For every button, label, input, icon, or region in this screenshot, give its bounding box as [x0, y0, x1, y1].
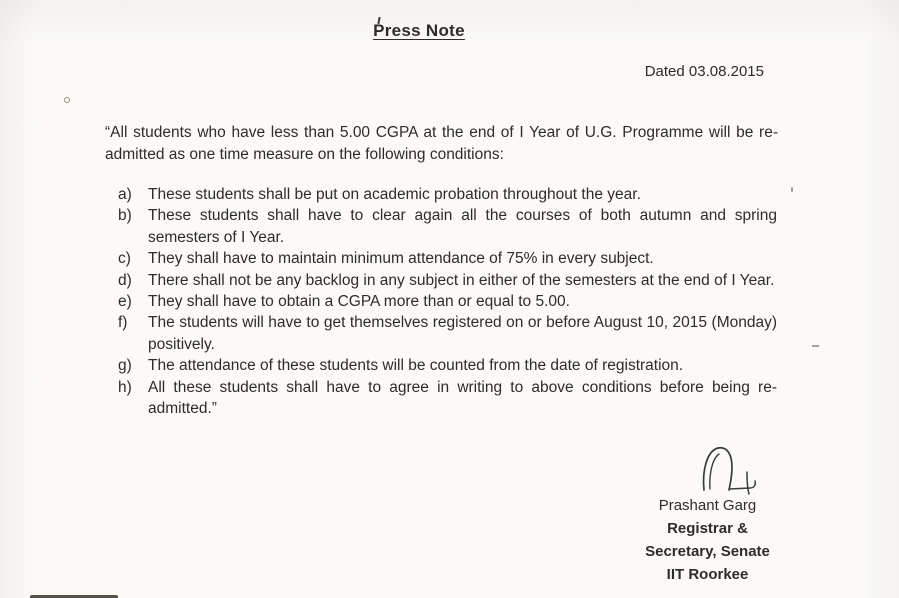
scan-artifact	[64, 97, 70, 103]
list-item-text: The students will have to get themselves registered on or before August 10, 2015 (Monday) positively.	[148, 314, 777, 353]
scan-artifact	[812, 345, 819, 347]
list-item-label: a)	[118, 186, 132, 203]
list-item-text: These students shall be put on academic probation throughout the year.	[148, 186, 641, 203]
list-item	[118, 248, 777, 269]
list-item-text: The attendance of these students will be counted from the date of registration.	[148, 357, 684, 375]
document-title: Press Note	[373, 21, 465, 40]
list-item	[118, 184, 777, 205]
signatory-designation-line2: Secretary, Senate	[645, 543, 770, 560]
list-item	[118, 291, 777, 312]
list-item-label: c)	[118, 250, 131, 268]
handwritten-signature-icon	[697, 444, 773, 496]
list-item-label: d)	[118, 271, 132, 289]
list-item-text: They shall have to maintain minimum attendance of 75% in every subject.	[148, 250, 654, 268]
list-item-label: b)	[118, 207, 132, 225]
signature-block	[605, 494, 810, 586]
list-item-label: g)	[118, 357, 132, 375]
list-item-label: f)	[118, 314, 128, 332]
list-item-text: These students shall have to clear again all the courses of both autumn and spring semesters of I Year.	[148, 207, 777, 246]
list-item-text: All these students shall have to agree in writing to above conditions before being re-admitted.”	[148, 378, 777, 418]
list-item	[118, 205, 777, 248]
list-item-label: e)	[118, 293, 132, 311]
signatory-designation-line1: Registrar &	[667, 520, 748, 537]
signatory-name: Prashant Garg	[658, 497, 757, 514]
title-row	[0, 21, 838, 41]
list-item-text: There shall not be any backlog in any subject in either of the semesters at the end of I Year.	[148, 271, 775, 289]
list-item	[118, 377, 777, 420]
list-item	[118, 270, 777, 291]
signatory-organization: IIT Roorkee	[666, 566, 749, 583]
list-item-text: They shall have to obtain a CGPA more than or equal to 5.00.	[148, 293, 570, 311]
scan-artifact	[791, 187, 793, 192]
conditions-list	[118, 184, 777, 419]
list-item	[118, 355, 777, 376]
document-date: Dated 03.08.2015	[644, 63, 764, 80]
list-item-label: h)	[118, 378, 132, 396]
list-item	[118, 312, 777, 355]
intro-paragraph: “All students who have less than 5.00 CGPA at the end of I Year of U.G. Programme will be re-admitted as one time measure on the following conditions:	[105, 124, 778, 163]
